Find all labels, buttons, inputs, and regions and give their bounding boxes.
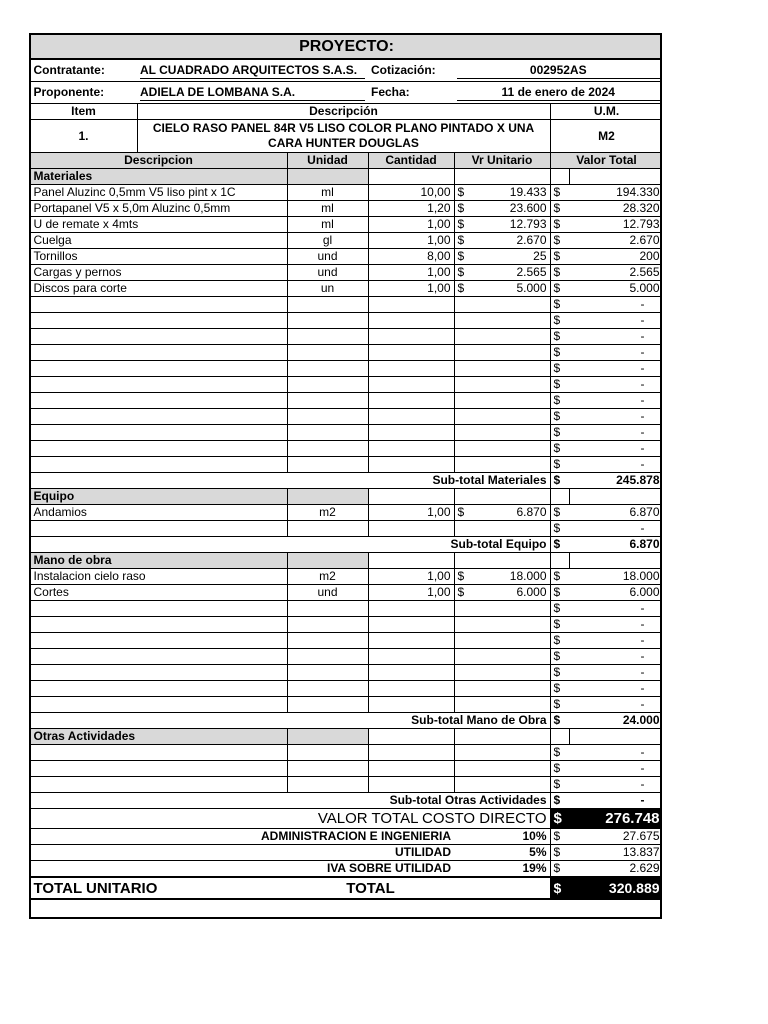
row-currency: $	[550, 217, 569, 233]
row-currency: $	[550, 329, 569, 345]
row-currency: $	[550, 393, 569, 409]
row-description: Tornillos	[30, 249, 287, 265]
cost-sections	[30, 169, 662, 809]
row-valor-total: -	[569, 633, 662, 649]
row-description: Instalacion cielo raso	[30, 569, 287, 585]
row-valor-total: -	[569, 329, 662, 345]
fecha-label: Fecha:	[368, 82, 454, 104]
subtotal-currency: $	[550, 537, 569, 553]
subtotal-label: Sub-total Equipo	[30, 537, 550, 553]
empty-row	[30, 649, 662, 665]
row-unidad: ml	[287, 217, 368, 233]
row-currency: $	[550, 585, 569, 601]
project-title: PROYECTO:	[30, 34, 662, 59]
row-currency: $	[550, 569, 569, 585]
row-unidad: un	[287, 281, 368, 297]
row-valor-total: 2.565	[569, 265, 662, 281]
iva-value: 2.629	[569, 861, 662, 878]
row-currency: $	[550, 521, 569, 537]
subtotal-label: Sub-total Otras Actividades	[30, 793, 550, 809]
row-currency: $	[550, 377, 569, 393]
row-cantidad: 1,00	[368, 217, 454, 233]
iva-currency: $	[550, 861, 569, 878]
empty-row	[30, 409, 662, 425]
row-currency: $	[550, 249, 569, 265]
fecha-value: 11 de enero de 2024	[454, 82, 662, 104]
row-vr-unitario: $ 18.000	[454, 569, 550, 585]
row-currency: $	[550, 681, 569, 697]
contratante-value: AL CUADRADO ARQUITECTOS S.A.S.	[137, 59, 368, 82]
row-vr-unitario: $ 2.565	[454, 265, 550, 281]
row-description: U de remate x 4mts	[30, 217, 287, 233]
row-currency: $	[550, 345, 569, 361]
um-header: U.M.	[550, 104, 662, 120]
proponente-value: ADIELA DE LOMBANA S.A.	[137, 82, 368, 104]
empty-row	[30, 761, 662, 777]
empty-row	[30, 313, 662, 329]
row-valor-total: -	[569, 457, 662, 473]
subtotal-currency: $	[550, 793, 569, 809]
subtotal-label: Sub-total Materiales	[30, 473, 550, 489]
row-description: Panel Aluzinc 0,5mm V5 liso pint x 1C	[30, 185, 287, 201]
row-currency: $	[550, 649, 569, 665]
row-vr-unitario: $ 2.670	[454, 233, 550, 249]
row-currency: $	[550, 617, 569, 633]
row-valor-total: 194.330	[569, 185, 662, 201]
empty-row	[30, 777, 662, 793]
empty-row	[30, 521, 662, 537]
empty-row	[30, 697, 662, 713]
row-currency: $	[550, 201, 569, 217]
row-valor-total: -	[569, 361, 662, 377]
row-cantidad: 1,00	[368, 585, 454, 601]
costo-directo-value: 276.748	[569, 809, 662, 829]
row-currency: $	[550, 265, 569, 281]
iva-pct: 19%	[454, 861, 550, 878]
subtotal-value: 24.000	[569, 713, 662, 729]
item-header: Item	[30, 104, 137, 120]
empty-row	[30, 393, 662, 409]
admin-label: ADMINISTRACION E INGENIERIA	[30, 829, 454, 845]
row-valor-total: -	[569, 345, 662, 361]
row-valor-total: -	[569, 761, 662, 777]
row-unidad: ml	[287, 185, 368, 201]
row-vr-unitario: $ 6.000	[454, 585, 550, 601]
subtotal-currency: $	[550, 473, 569, 489]
col-unidad: Unidad	[287, 153, 368, 169]
row-valor-total: -	[569, 601, 662, 617]
row-valor-total: -	[569, 425, 662, 441]
row-currency: $	[550, 441, 569, 457]
row-vr-unitario: $ 23.600	[454, 201, 550, 217]
row-currency: $	[550, 457, 569, 473]
empty-row	[30, 361, 662, 377]
item-um: M2	[550, 120, 662, 153]
row-vr-unitario: $ 12.793	[454, 217, 550, 233]
empty-row	[30, 601, 662, 617]
subtotal-row	[30, 473, 662, 489]
row-valor-total: 2.670	[569, 233, 662, 249]
row-currency: $	[550, 409, 569, 425]
subtotal-label: Sub-total Mano de Obra	[30, 713, 550, 729]
row-cantidad: 10,00	[368, 185, 454, 201]
row-valor-total: -	[569, 313, 662, 329]
utilidad-label: UTILIDAD	[30, 845, 454, 861]
col-vr-unitario: Vr Unitario	[454, 153, 550, 169]
col-valor-total: Valor Total	[550, 153, 662, 169]
row-unidad: gl	[287, 233, 368, 249]
total-unitario-label: TOTAL UNITARIO	[30, 877, 287, 899]
row-unidad: m2	[287, 569, 368, 585]
subtotal-row	[30, 537, 662, 553]
row-valor-total: -	[569, 297, 662, 313]
row-cantidad: 1,00	[368, 281, 454, 297]
row-valor-total: -	[569, 409, 662, 425]
table-row	[30, 569, 662, 585]
row-valor-total: 200	[569, 249, 662, 265]
row-description: Cuelga	[30, 233, 287, 249]
empty-row	[30, 633, 662, 649]
section-label: Mano de obra	[30, 553, 287, 569]
table-row	[30, 249, 662, 265]
section-label: Otras Actividades	[30, 729, 287, 745]
row-currency: $	[550, 697, 569, 713]
row-valor-total: -	[569, 745, 662, 761]
subtotal-row	[30, 793, 662, 809]
section-label: Materiales	[30, 169, 287, 185]
quotation-table	[29, 33, 662, 900]
row-cantidad: 1,00	[368, 265, 454, 281]
row-vr-unitario: $ 19.433	[454, 185, 550, 201]
row-currency: $	[550, 313, 569, 329]
row-description: Portapanel V5 x 5,0m Aluzinc 0,5mm	[30, 201, 287, 217]
costo-directo-label: VALOR TOTAL COSTO DIRECTO	[30, 809, 550, 829]
item-number: 1.	[30, 120, 137, 153]
row-unidad: und	[287, 249, 368, 265]
row-description: Andamios	[30, 505, 287, 521]
empty-row	[30, 425, 662, 441]
row-cantidad: 1,00	[368, 505, 454, 521]
descripcion-header: Descripción	[137, 104, 550, 120]
row-vr-unitario: $ 25	[454, 249, 550, 265]
admin-value: 27.675	[569, 829, 662, 845]
table-row	[30, 217, 662, 233]
row-cantidad: 1,20	[368, 201, 454, 217]
row-unidad: und	[287, 265, 368, 281]
contratante-label: Contratante:	[30, 59, 137, 82]
total-label: TOTAL	[287, 877, 454, 899]
row-valor-total: 6.870	[569, 505, 662, 521]
table-row	[30, 505, 662, 521]
row-valor-total: 5.000	[569, 281, 662, 297]
row-description: Cortes	[30, 585, 287, 601]
row-valor-total: -	[569, 665, 662, 681]
row-valor-total: -	[569, 441, 662, 457]
table-row	[30, 585, 662, 601]
empty-row	[30, 681, 662, 697]
subtotal-value: 6.870	[569, 537, 662, 553]
table-row	[30, 185, 662, 201]
row-vr-unitario: $ 5.000	[454, 281, 550, 297]
row-vr-unitario: $ 6.870	[454, 505, 550, 521]
row-currency: $	[550, 761, 569, 777]
row-currency: $	[550, 425, 569, 441]
cotizacion-value: 002952AS	[454, 59, 662, 82]
row-valor-total: 12.793	[569, 217, 662, 233]
subtotal-currency: $	[550, 713, 569, 729]
row-valor-total: -	[569, 521, 662, 537]
row-valor-total: -	[569, 681, 662, 697]
empty-row	[30, 665, 662, 681]
table-row	[30, 281, 662, 297]
row-currency: $	[550, 361, 569, 377]
row-valor-total: 28.320	[569, 201, 662, 217]
row-valor-total: -	[569, 649, 662, 665]
row-currency: $	[550, 233, 569, 249]
row-description: Cargas y pernos	[30, 265, 287, 281]
empty-row	[30, 377, 662, 393]
table-row	[30, 265, 662, 281]
table-row	[30, 233, 662, 249]
row-valor-total: -	[569, 617, 662, 633]
row-cantidad: 1,00	[368, 569, 454, 585]
utilidad-value: 13.837	[569, 845, 662, 861]
row-unidad: und	[287, 585, 368, 601]
empty-row	[30, 457, 662, 473]
row-description: Discos para corte	[30, 281, 287, 297]
row-valor-total: 6.000	[569, 585, 662, 601]
row-currency: $	[550, 633, 569, 649]
row-currency: $	[550, 665, 569, 681]
subtotal-row	[30, 713, 662, 729]
row-cantidad: 1,00	[368, 233, 454, 249]
empty-row	[30, 441, 662, 457]
row-valor-total: 18.000	[569, 569, 662, 585]
row-valor-total: -	[569, 697, 662, 713]
subtotal-value: 245.878	[569, 473, 662, 489]
row-currency: $	[550, 281, 569, 297]
row-currency: $	[550, 601, 569, 617]
row-currency: $	[550, 185, 569, 201]
row-currency: $	[550, 777, 569, 793]
total-value: 320.889	[569, 877, 662, 899]
item-description: CIELO RASO PANEL 84R V5 LISO COLOR PLANO PINTADO X UNA CARA HUNTER DOUGLAS	[137, 120, 550, 153]
row-cantidad: 8,00	[368, 249, 454, 265]
admin-currency: $	[550, 829, 569, 845]
col-descripcion: Descripcion	[30, 153, 287, 169]
row-currency: $	[550, 745, 569, 761]
empty-row	[30, 297, 662, 313]
total-currency: $	[550, 877, 569, 899]
subtotal-value: -	[569, 793, 662, 809]
admin-pct: 10%	[454, 829, 550, 845]
utilidad-pct: 5%	[454, 845, 550, 861]
quotation-sheet	[29, 33, 662, 919]
row-currency: $	[550, 297, 569, 313]
cotizacion-label: Cotización:	[368, 59, 454, 82]
col-cantidad: Cantidad	[368, 153, 454, 169]
row-unidad: m2	[287, 505, 368, 521]
empty-row	[30, 345, 662, 361]
table-row	[30, 201, 662, 217]
row-currency: $	[550, 505, 569, 521]
utilidad-currency: $	[550, 845, 569, 861]
row-valor-total: -	[569, 393, 662, 409]
row-valor-total: -	[569, 377, 662, 393]
row-unidad: ml	[287, 201, 368, 217]
costo-directo-currency: $	[550, 809, 569, 829]
section-label: Equipo	[30, 489, 287, 505]
empty-row	[30, 745, 662, 761]
proponente-label: Proponente:	[30, 82, 137, 104]
iva-label: IVA SOBRE UTILIDAD	[30, 861, 454, 878]
empty-row	[30, 617, 662, 633]
empty-row	[30, 329, 662, 345]
row-valor-total: -	[569, 777, 662, 793]
